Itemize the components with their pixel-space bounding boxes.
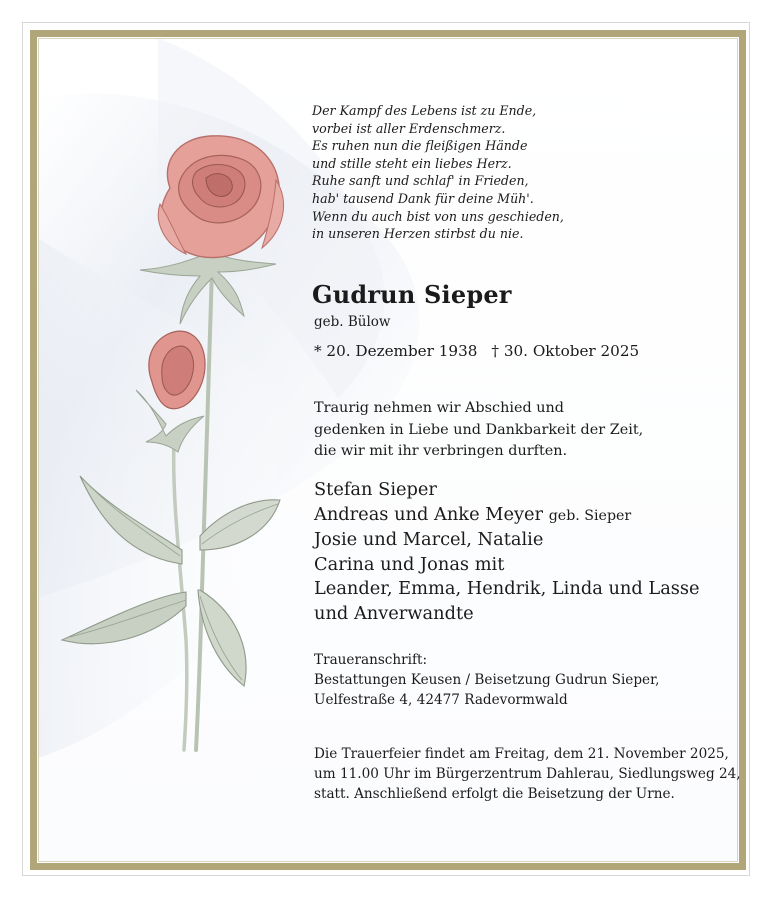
poem-line: Wenn du auch bist von uns geschieden, <box>312 208 564 224</box>
maiden-name: geb. Bülow <box>314 314 391 330</box>
ceremony-info <box>314 744 741 804</box>
address-line: Uelfestraße 4, 42477 Radevormwald <box>314 692 568 708</box>
death-date: † 30. Oktober 2025 <box>491 342 640 360</box>
mourner-line: und Anverwandte <box>314 602 474 624</box>
rose-leaves <box>62 476 280 686</box>
mourner-line <box>314 503 700 529</box>
mourner-names: Andreas und Anke Meyer <box>314 503 544 525</box>
address-label: Traueranschrift: <box>314 652 428 668</box>
poem-line: vorbei ist aller Erdenschmerz. <box>312 120 506 136</box>
poem-line: Der Kampf des Lebens ist zu Ende, <box>312 103 537 118</box>
poem-line: und stille steht ein liebes Herz. <box>312 155 512 171</box>
poem-line: Ruhe sanft und schlaf' in Frieden, <box>312 173 529 189</box>
address-line: Bestattungen Keusen / Beisetzung Gudrun Sieper, <box>314 672 660 688</box>
mourner-line: Carina und Jonas mit <box>314 553 505 575</box>
ceremony-line: statt. Anschließend erfolgt die Beisetzung der Urne. <box>314 786 675 802</box>
mourning-address <box>314 650 659 710</box>
mourners-list <box>314 478 700 627</box>
poem-line: in unseren Herzen stirbst du nie. <box>312 226 524 242</box>
rose-illustration-icon <box>40 120 300 760</box>
farewell-line: Traurig nehmen wir Abschied und <box>314 400 564 416</box>
ceremony-line: um 11.00 Uhr im Bürgerzentrum Dahlerau, Siedlungsweg 24, <box>314 766 741 782</box>
mourner-line: Leander, Emma, Hendrik, Linda und Lasse <box>314 578 700 600</box>
rose-bloom <box>158 136 283 258</box>
poem-line: Es ruhen nun die fleißigen Hände <box>312 138 528 154</box>
poem-line: hab' tausend Dank für deine Müh'. <box>312 190 534 206</box>
life-dates <box>314 342 639 360</box>
birth-date: * 20. Dezember 1938 <box>314 342 478 360</box>
mourner-line: Stefan Sieper <box>314 479 437 500</box>
poem-block <box>312 102 732 243</box>
farewell-line: gedenken in Liebe und Dankbarkeit der Zeit, <box>314 421 644 438</box>
deceased-name: Gudrun Sieper <box>312 280 512 309</box>
ceremony-line: Die Trauerfeier findet am Freitag, dem 21. November 2025, <box>314 746 729 762</box>
mourner-maiden-note: geb. Sieper <box>548 507 632 524</box>
farewell-text <box>314 398 643 463</box>
mourner-line: Josie und Marcel, Natalie <box>314 529 544 551</box>
poem <box>312 102 732 243</box>
rose-bud <box>149 331 205 409</box>
farewell-line: die wir mit ihr verbringen durften. <box>314 443 568 459</box>
